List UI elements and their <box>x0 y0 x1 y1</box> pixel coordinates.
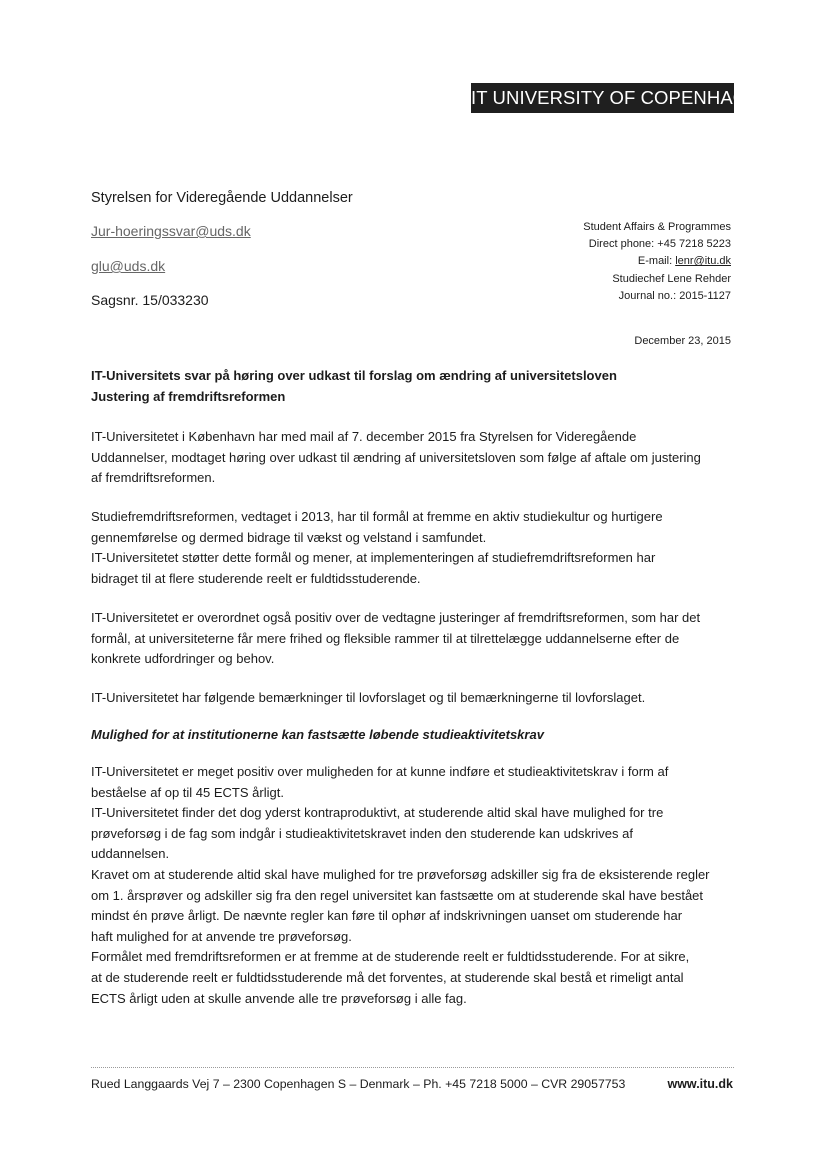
paragraph-4 <box>91 688 741 709</box>
text-line: beståelse af op til 45 ECTS årligt. <box>91 784 284 800</box>
text-line: mindst én prøve årligt. De nævnte regler kan føre til ophør af indskrivningen uanset om studerende har <box>91 908 683 924</box>
text-line: Kravet om at studerende altid skal have mulighed for tre prøveforsøg adskiller sig fra de eksisterende regler <box>91 866 710 882</box>
text-line: Formålet med fremdriftsreformen er at fremme at de studerende reelt er fuldtidsstuderende. For at sikre, <box>91 949 690 965</box>
text-line: gennemførelse og dermed bidrage til vækst og velstand i samfundet. <box>91 529 487 545</box>
sender-block <box>583 219 731 305</box>
text-line: formål, at universiteterne får mere frihed og fleksible rammer til at tilrettelægge uddannelserne efter de <box>91 630 680 646</box>
paragraph-1 <box>91 427 741 489</box>
sender-name: Studiechef Lene Rehder <box>612 272 731 285</box>
recipient-email-link-2[interactable]: glu@uds.dk <box>91 258 166 274</box>
text-line: IT-Universitetet støtter dette formål og mener, at implementeringen af studiefremdriftsreformen har <box>91 550 656 566</box>
paragraph-3 <box>91 608 741 670</box>
sender-email-link[interactable]: lenr@itu.dk <box>675 255 731 268</box>
footer-divider <box>91 1067 734 1068</box>
paragraph-2 <box>91 507 741 589</box>
text-line: at de studerende reelt er fuldtidsstuderende må det forventes, at studerende skal bestå et rimeligt antal <box>91 969 684 985</box>
text-line: IT-Universitetet er overordnet også positiv over de vedtagne justeringer af fremdriftsreformen, som har det <box>91 610 701 625</box>
case-number: Sagsnr. 15/033230 <box>91 292 209 308</box>
text-line: Uddannelser, modtaget høring over udkast til ændring af universitetsloven som følge af aftale om justering <box>91 449 701 465</box>
sender-phone: Direct phone: +45 7218 5223 <box>588 238 731 251</box>
paragraph-5 <box>91 762 741 1009</box>
text-line: ECTS årligt uden at skulle anvende alle tre prøveforsøg i alle fag. <box>91 990 467 1006</box>
recipient-name: Styrelsen for Videregående Uddannelser <box>91 190 353 206</box>
footer-website-link[interactable]: www.itu.dk <box>667 1077 733 1091</box>
text-line: bidraget til at flere studerende reelt er fuldtidsstuderende. <box>91 570 421 586</box>
text-line: uddannelsen. <box>91 846 170 862</box>
sender-email-label: E-mail: <box>637 255 676 268</box>
subject-line: IT-Universitets svar på høring over udkast til forslag om ændring af universitetsloven <box>91 368 617 383</box>
text-line: om 1. årsprøver og adskiller sig fra den regel universitet kan fastsætte om at studerende skal have bestået <box>91 887 704 903</box>
sender-email-line <box>583 253 731 270</box>
university-logo: IT UNIVERSITY OF COPENHAGEN <box>471 83 734 113</box>
section-heading: Mulighed for at institutionerne kan fastsætte løbende studieaktivitetskrav <box>91 727 544 742</box>
subject <box>91 366 617 407</box>
text-line: konkrete udfordringer og behov. <box>91 651 275 667</box>
recipient-email-link[interactable]: Jur-hoeringssvar@uds.dk <box>91 223 251 239</box>
text-line: Studiefremdriftsreformen, vedtaget i 2013, har til formål at fremme en aktiv studiekultur og hurtigere <box>91 509 663 524</box>
text-line: haft mulighed for at anvende tre prøveforsøg. <box>91 928 352 944</box>
text-line: af fremdriftsreformen. <box>91 470 216 486</box>
journal-number: Journal no.: 2015-1127 <box>618 289 731 302</box>
letter-date: December 23, 2015 <box>634 335 731 347</box>
text-line: prøveforsøg i de fag som indgår i studieaktivitetskravet inden den studerende kan udskrives af <box>91 825 633 841</box>
text-line: IT-Universitetet er meget positiv over muligheden for at kunne indføre et studieaktivitetskrav i form af <box>91 764 669 779</box>
text-line: IT-Universitetet i København har med mail af 7. december 2015 fra Styrelsen for Videregående <box>91 429 637 444</box>
text-line: IT-Universitetet har følgende bemærkninger til lovforslaget og til bemærkningerne til lovforslaget. <box>91 690 646 705</box>
text-line: IT-Universitetet finder det dog yderst kontraproduktivt, at studerende altid skal have mulighed for tre <box>91 805 664 821</box>
subject-subline: Justering af fremdriftsreformen <box>91 388 286 404</box>
footer-address: Rued Langgaards Vej 7 – 2300 Copenhagen S – Denmark – Ph. +45 7218 5000 – CVR 29057753 <box>91 1077 626 1091</box>
sender-department: Student Affairs & Programmes <box>583 221 731 233</box>
